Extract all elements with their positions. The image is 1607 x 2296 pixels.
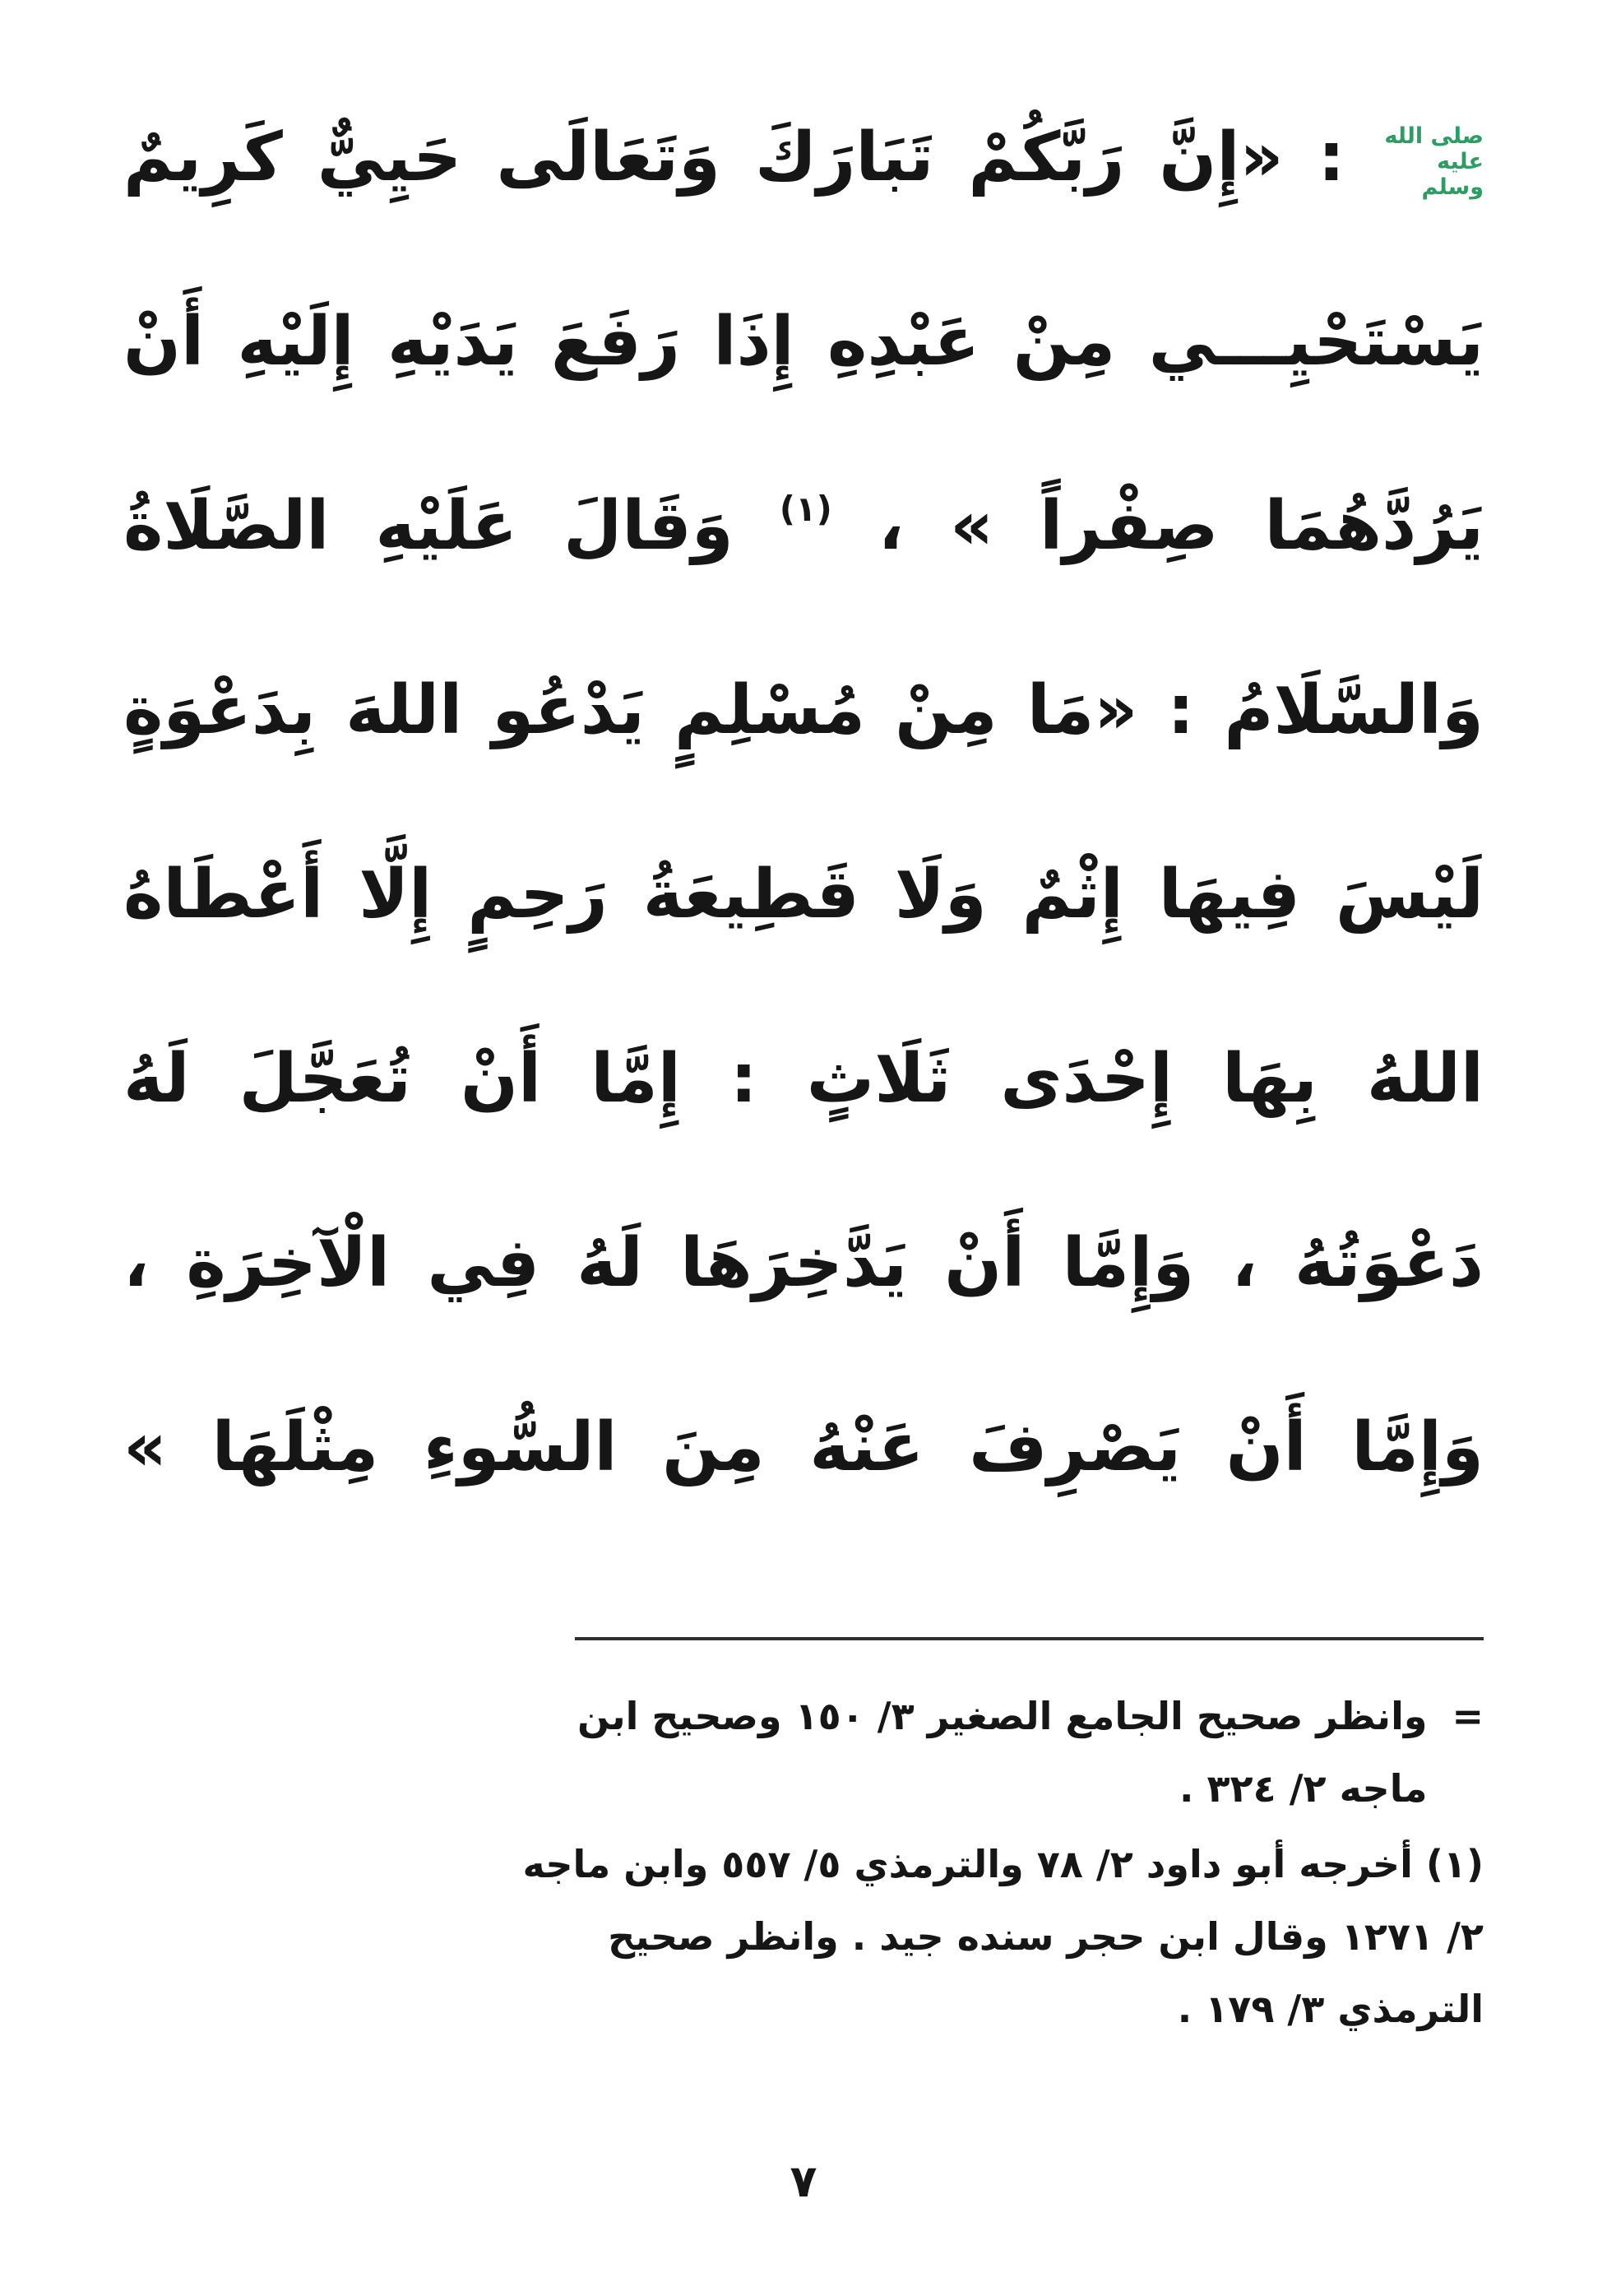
text-after-ref: وَقَالَ عَلَيْهِ الصَّلَاةُ — [123, 487, 734, 565]
footnote-line: الترمذي ٣/ ١٧٩ . — [1177, 1987, 1484, 2031]
footnote-1 — [123, 1828, 1484, 2045]
text-line-6: اللهُ بِهَا إِحْدَى ثَلَاثٍ : إِمَّا أَنْ تُعَجَّلَ لَهُ — [123, 1040, 1484, 1118]
honorific-word-3: وسلم — [1421, 174, 1484, 201]
continuation-marker: = — [1452, 1694, 1484, 1738]
text-line-3 — [123, 434, 1484, 619]
hadith-text — [123, 66, 1484, 1540]
text-line-5: لَيْسَ فِيهَا إِثْمٌ وَلَا قَطِيعَةُ رَحِمٍ إِلَّا أَعْطَاهُ — [123, 856, 1484, 934]
text-line-8: وَإِمَّا أَنْ يَصْرِفَ عَنْهُ مِنَ السُّوءِ مِثْلَهَا » — [123, 1408, 1484, 1487]
footnote-line: (١) أخرجه أبو داود ٢/ ٧٨ والترمذي ٥/ ٥٥٧ وابن ماجه — [522, 1842, 1484, 1886]
footnote-1-lines — [123, 1828, 1484, 2045]
quote-start-text: «إِنَّ رَبَّكُمْ تَبَارَكَ وَتَعَالَى حَيِيٌّ كَرِيمٌ — [123, 118, 1284, 197]
text-line-7: دَعْوَتُهُ ، وَإِمَّا أَنْ يَدَّخِرَهَا لَهُ فِي الْآخِرَةِ ، — [123, 1224, 1484, 1302]
footnote-line: وانظر صحيح الجامع الصغير ٣/ ١٥٠ وصحيح ابن — [577, 1694, 1428, 1738]
footnote-continuation — [123, 1680, 1484, 1825]
footnote-separator — [575, 1637, 1484, 1640]
footnote-line: ماجه ٢/ ٣٢٤ . — [1179, 1766, 1428, 1811]
quote-end-text: يَرُدَّهُمَا صِفْراً » ، — [878, 487, 1484, 565]
honorific-word-1: صلى الله — [1384, 123, 1484, 150]
footnotes-section — [123, 1680, 1484, 2045]
text-line-1 — [123, 66, 1484, 250]
footnote-ref-1: (١) — [779, 489, 832, 529]
seal-colon: : — [1318, 118, 1345, 197]
text-line-2: يَسْتَحْيِـــي مِنْ عَبْدِهِ إِذَا رَفَعَ يَدَيْهِ إِلَيْهِ أَنْ — [123, 303, 1484, 381]
footnote-line: ٢/ ١٢٧١ وقال ابن حجر سنده جيد . وانظر صحيح — [608, 1914, 1484, 1959]
page-number: ٧ — [790, 2155, 817, 2207]
text-line-4: وَالسَّلَامُ : «مَا مِنْ مُسْلِمٍ يَدْعُو اللهَ بِدَعْوَةٍ — [123, 671, 1484, 749]
footnote-continuation-lines — [577, 1680, 1427, 1825]
honorific-word-2: عليه — [1437, 149, 1484, 175]
sallallahu-alayhi-wasallam-seal — [1384, 123, 1484, 200]
